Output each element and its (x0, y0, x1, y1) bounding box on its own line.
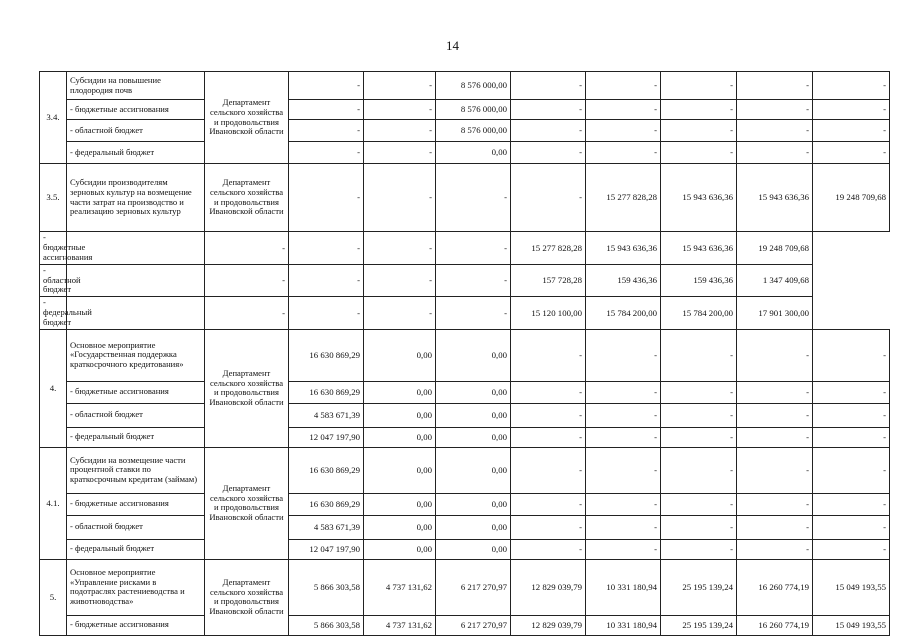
amount-cell: 4 583 671,39 (289, 515, 364, 539)
table-row (40, 403, 890, 427)
amount-cell: - (661, 403, 737, 427)
amount-cell: 6 217 270,97 (436, 559, 511, 615)
amount-cell: - (511, 403, 586, 427)
amount-cell: - (813, 100, 890, 120)
amount-cell: 15 120 100,00 (511, 297, 586, 330)
item-name: Субсидии на возмещение части процентной ставки по краткосрочным кредитам (займам) (67, 447, 205, 493)
table-row (40, 297, 890, 330)
amount-cell: - (813, 142, 890, 164)
amount-cell: - (737, 381, 813, 403)
amount-cell: 12 047 197,90 (289, 427, 364, 447)
amount-cell: 0,00 (364, 515, 436, 539)
amount-cell: 8 576 000,00 (436, 100, 511, 120)
amount-cell: 159 436,36 (586, 264, 661, 297)
amount-cell: 0,00 (436, 403, 511, 427)
amount-cell: 15 277 828,28 (586, 164, 661, 232)
amount-cell: - (586, 381, 661, 403)
amount-cell: - (737, 493, 813, 515)
amount-cell: 25 195 139,24 (661, 559, 737, 615)
department (67, 264, 205, 297)
amount-cell: 6 217 270,97 (436, 615, 511, 635)
amount-cell: - (813, 539, 890, 559)
amount-cell: - (364, 120, 436, 142)
funding-source: - бюджетные ассигнования (67, 100, 205, 120)
amount-cell: - (364, 297, 436, 330)
amount-cell: 0,00 (436, 539, 511, 559)
item-name: Основное мероприятие «Государственная поддержка краткосрочного кредитования» (67, 329, 205, 381)
amount-cell: - (737, 329, 813, 381)
table-row (40, 615, 890, 635)
table-row (40, 264, 890, 297)
amount-cell: - (813, 427, 890, 447)
amount-cell: 15 784 200,00 (661, 297, 737, 330)
amount-cell: - (586, 142, 661, 164)
amount-cell: 5 866 303,58 (289, 559, 364, 615)
amount-cell: 12 047 197,90 (289, 539, 364, 559)
amount-cell: - (511, 164, 586, 232)
department: Департамент сельского хозяйства и продовольствия Ивановской области (205, 164, 289, 232)
amount-cell: - (289, 232, 364, 265)
amount-cell: - (364, 100, 436, 120)
funding-source: - федеральный бюджет (67, 539, 205, 559)
item-number: 4.1. (40, 447, 67, 559)
amount-cell: 0,00 (436, 329, 511, 381)
amount-cell: - (586, 120, 661, 142)
amount-cell: 4 583 671,39 (289, 403, 364, 427)
amount-cell: - (289, 100, 364, 120)
amount-cell: 17 901 300,00 (737, 297, 813, 330)
amount-cell: 0,00 (364, 403, 436, 427)
amount-cell: - (737, 427, 813, 447)
amount-cell: - (511, 381, 586, 403)
amount-cell: 0,00 (436, 515, 511, 539)
item-number: 3.5. (40, 164, 67, 232)
department: Департамент сельского хозяйства и продовольствия Ивановской области (205, 72, 289, 164)
amount-cell: - (661, 539, 737, 559)
amount-cell: 19 248 709,68 (737, 232, 813, 265)
table-row (40, 559, 890, 615)
amount-cell: - (511, 329, 586, 381)
item-number: 3.4. (40, 72, 67, 164)
amount-cell: - (436, 264, 511, 297)
amount-cell: - (661, 493, 737, 515)
amount-cell: 0,00 (364, 493, 436, 515)
table-row (40, 515, 890, 539)
item-name: Субсидии на повышение плодородия почв (67, 72, 205, 100)
amount-cell: - (364, 264, 436, 297)
amount-cell: - (289, 72, 364, 100)
item-name: Основное мероприятие «Управление рисками в подотраслях растениеводства и животноводства» (67, 559, 205, 615)
amount-cell: 5 866 303,58 (289, 615, 364, 635)
amount-cell: 15 943 636,36 (737, 164, 813, 232)
amount-cell: - (511, 142, 586, 164)
funding-source: - бюджетные ассигнования (40, 232, 67, 265)
amount-cell: 16 260 774,19 (737, 559, 813, 615)
table-row (40, 142, 890, 164)
amount-cell: 15 784 200,00 (586, 297, 661, 330)
page-number: 14 (446, 38, 459, 53)
amount-cell: 15 049 193,55 (813, 559, 890, 615)
amount-cell: 0,00 (436, 142, 511, 164)
amount-cell: - (511, 427, 586, 447)
amount-cell: - (813, 493, 890, 515)
table-row (40, 72, 890, 100)
amount-cell: - (737, 447, 813, 493)
amount-cell: 12 829 039,79 (511, 615, 586, 635)
amount-cell: - (661, 120, 737, 142)
amount-cell: - (813, 381, 890, 403)
table-row (40, 329, 890, 381)
amount-cell: - (737, 515, 813, 539)
amount-cell: - (511, 493, 586, 515)
funding-source: - областной бюджет (40, 264, 67, 297)
amount-cell: - (586, 403, 661, 427)
amount-cell: - (511, 447, 586, 493)
amount-cell: - (586, 539, 661, 559)
table-row (40, 164, 890, 232)
amount-cell: 10 331 180,94 (586, 559, 661, 615)
amount-cell: - (737, 142, 813, 164)
amount-cell: 16 260 774,19 (737, 615, 813, 635)
funding-source: - бюджетные ассигнования (67, 381, 205, 403)
amount-cell: - (813, 120, 890, 142)
amount-cell: - (661, 100, 737, 120)
amount-cell: - (586, 493, 661, 515)
amount-cell: 16 630 869,29 (289, 447, 364, 493)
amount-cell: - (205, 297, 289, 330)
amount-cell: 16 630 869,29 (289, 381, 364, 403)
amount-cell: - (661, 329, 737, 381)
amount-cell: 8 576 000,00 (436, 72, 511, 100)
amount-cell: 25 195 139,24 (661, 615, 737, 635)
department: Департамент сельского хозяйства и продовольствия Ивановской области (205, 329, 289, 447)
amount-cell: - (661, 447, 737, 493)
item-number: 4. (40, 329, 67, 447)
amount-cell: 10 331 180,94 (586, 615, 661, 635)
item-number: 5. (40, 559, 67, 635)
amount-cell: - (436, 164, 511, 232)
amount-cell: 0,00 (364, 427, 436, 447)
amount-cell: - (289, 164, 364, 232)
amount-cell: - (511, 515, 586, 539)
funding-source: - федеральный бюджет (67, 142, 205, 164)
amount-cell: - (737, 539, 813, 559)
amount-cell: - (661, 427, 737, 447)
amount-cell: - (586, 427, 661, 447)
amount-cell: 157 728,28 (511, 264, 586, 297)
amount-cell: - (289, 264, 364, 297)
amount-cell: - (813, 72, 890, 100)
funding-source: - федеральный бюджет (67, 427, 205, 447)
table-row (40, 381, 890, 403)
amount-cell: - (364, 164, 436, 232)
amount-cell: 0,00 (364, 329, 436, 381)
funding-source: - федеральный бюджет (40, 297, 67, 330)
amount-cell: - (813, 515, 890, 539)
amount-cell: - (661, 515, 737, 539)
amount-cell: - (813, 329, 890, 381)
table-row (40, 493, 890, 515)
amount-cell: 0,00 (364, 447, 436, 493)
amount-cell: - (205, 264, 289, 297)
amount-cell: 0,00 (364, 381, 436, 403)
amount-cell: - (364, 72, 436, 100)
amount-cell: - (661, 142, 737, 164)
amount-cell: - (511, 120, 586, 142)
amount-cell: - (511, 72, 586, 100)
amount-cell: - (813, 447, 890, 493)
funding-source: - областной бюджет (67, 403, 205, 427)
amount-cell: - (586, 515, 661, 539)
amount-cell: - (737, 100, 813, 120)
amount-cell: 0,00 (436, 381, 511, 403)
amount-cell: - (436, 232, 511, 265)
amount-cell: - (737, 403, 813, 427)
amount-cell: - (436, 297, 511, 330)
amount-cell: - (737, 120, 813, 142)
amount-cell: 16 630 869,29 (289, 493, 364, 515)
amount-cell: - (511, 539, 586, 559)
table-row (40, 232, 890, 265)
amount-cell: - (586, 329, 661, 381)
amount-cell: - (661, 72, 737, 100)
amount-cell: 8 576 000,00 (436, 120, 511, 142)
item-name: Субсидии производителям зерновых культур на возмещение части затрат на производство и реализацию зерновых культур (67, 164, 205, 232)
amount-cell: - (289, 120, 364, 142)
amount-cell: 16 630 869,29 (289, 329, 364, 381)
amount-cell: 15 943 636,36 (661, 164, 737, 232)
department: Департамент сельского хозяйства и продовольствия Ивановской области (205, 559, 289, 635)
amount-cell: 19 248 709,68 (813, 164, 890, 232)
table-row (40, 120, 890, 142)
amount-cell: 15 049 193,55 (813, 615, 890, 635)
amount-cell: 159 436,36 (661, 264, 737, 297)
budget-table (39, 71, 890, 636)
amount-cell: - (586, 100, 661, 120)
amount-cell: - (586, 72, 661, 100)
amount-cell: 0,00 (436, 493, 511, 515)
funding-source: - областной бюджет (67, 515, 205, 539)
amount-cell: - (586, 447, 661, 493)
amount-cell: 4 737 131,62 (364, 559, 436, 615)
table-row (40, 447, 890, 493)
amount-cell: - (364, 142, 436, 164)
amount-cell: - (364, 232, 436, 265)
department: Департамент сельского хозяйства и продовольствия Ивановской области (205, 447, 289, 559)
funding-source: - областной бюджет (67, 120, 205, 142)
funding-source: - бюджетные ассигнования (67, 493, 205, 515)
amount-cell: - (661, 381, 737, 403)
amount-cell: 15 943 636,36 (661, 232, 737, 265)
amount-cell: 1 347 409,68 (737, 264, 813, 297)
funding-source: - бюджетные ассигнования (67, 615, 205, 635)
amount-cell: - (205, 232, 289, 265)
amount-cell: 15 277 828,28 (511, 232, 586, 265)
amount-cell: - (813, 403, 890, 427)
table-row (40, 427, 890, 447)
amount-cell: - (289, 142, 364, 164)
amount-cell: 0,00 (436, 427, 511, 447)
table-row (40, 539, 890, 559)
amount-cell: 0,00 (436, 447, 511, 493)
amount-cell: - (511, 100, 586, 120)
amount-cell: - (289, 297, 364, 330)
amount-cell: 15 943 636,36 (586, 232, 661, 265)
amount-cell: 12 829 039,79 (511, 559, 586, 615)
amount-cell: - (737, 72, 813, 100)
amount-cell: 4 737 131,62 (364, 615, 436, 635)
amount-cell: 0,00 (364, 539, 436, 559)
table-row (40, 100, 890, 120)
